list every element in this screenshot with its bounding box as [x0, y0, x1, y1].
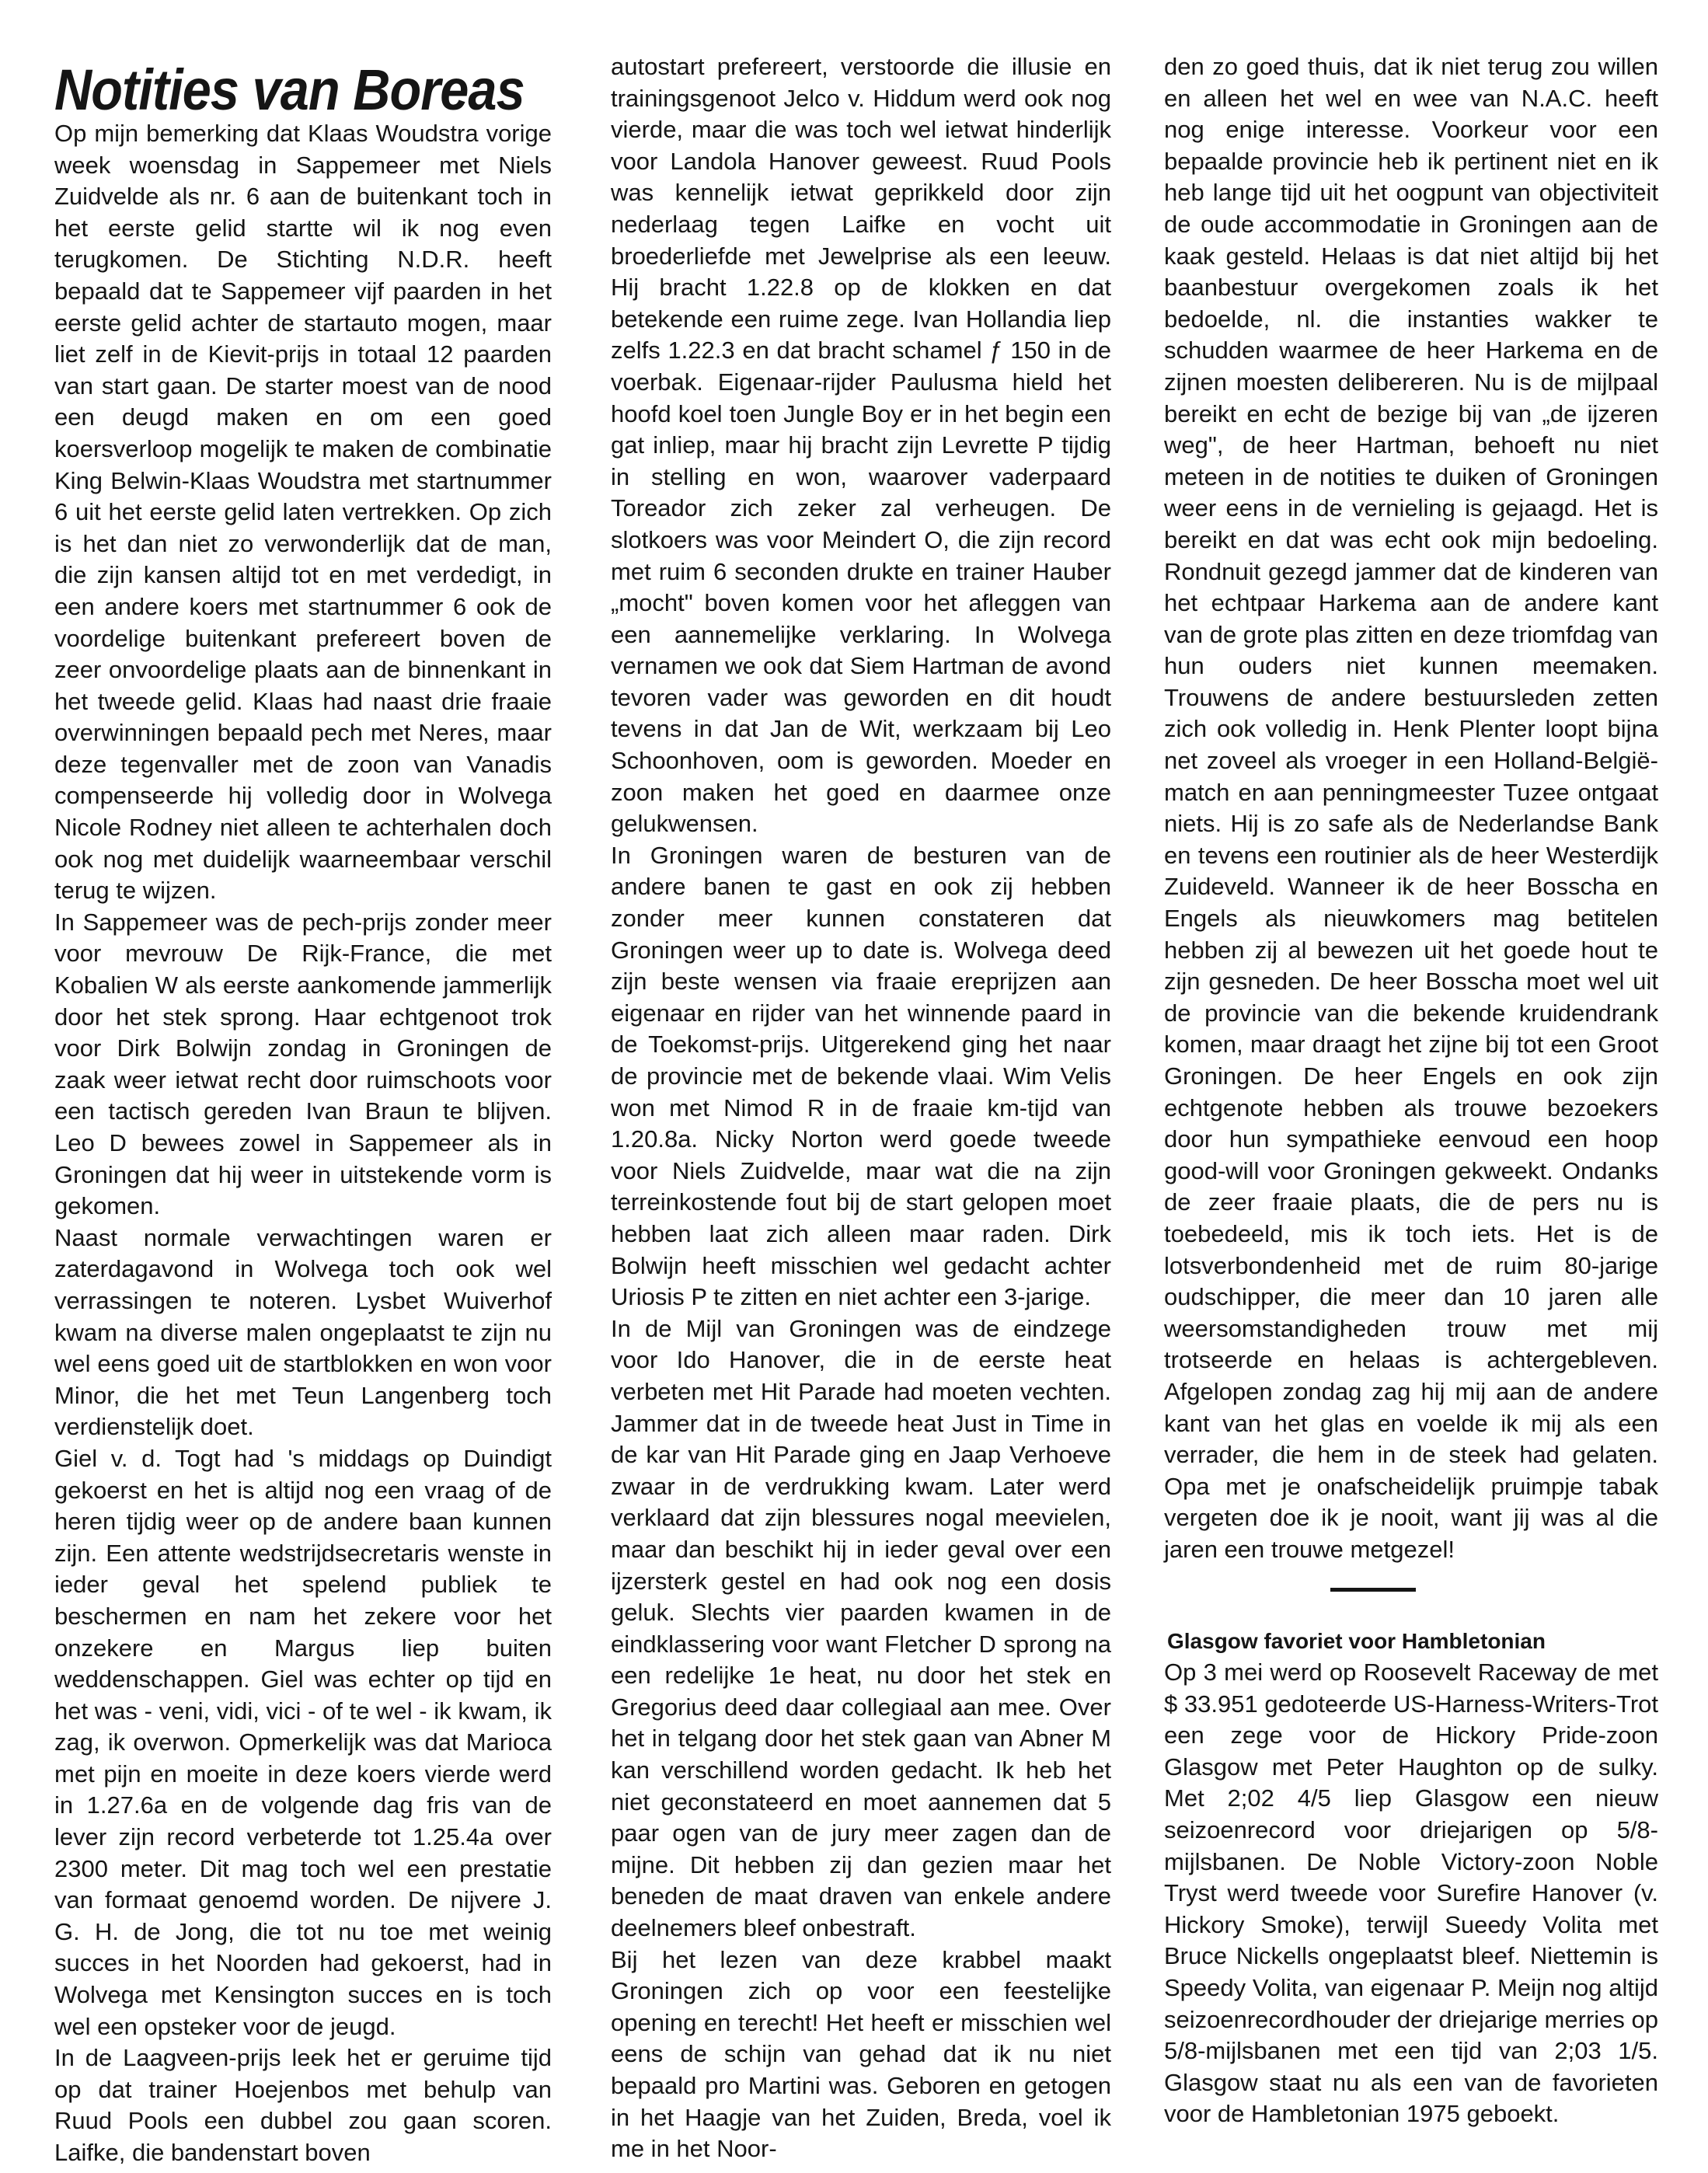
paragraph: Op 3 mei werd op Roosevelt Raceway de met $ 33.951 gedoteerde US-Harness-Writers-Trot een zege voor de Hickory Pride-zoon Glasgow met Peter Haughton op de sulky. Met 2;02 4/5 liep Glasgow een nieuw seizoenrecord voor driejarigen op 5/8-mijlsbanen. De Noble Victory-zoon Noble Tryst werd tweede voor Surefire Hanover (v. Hickory Smoke), terwijl Sueedy Volita met Bruce Nickells ongeplaatst bleef. Niettemin is Speedy Volita, van eigenaar P. Meijn nog altijd seizoenrecordhouder der driejarige merries op 5/8-mijlsbanen met een tijd van 2;03 1/5. Glasgow staat nu als een van de favorieten voor de Hambletonian 1975 geboekt.	[1164, 1659, 1658, 2128]
paragraph: autostart prefereert, verstoorde die illusie en trainingsgenoot Jelco v. Hiddum werd ook nog vierde, maar die was toch wel ietwat hinderlijk voor Landola Hanover geweest. Ruud Pools was kennelijk ietwat geprikkeld door zijn nederlaag tegen Laifke en vocht uit broederliefde met Jewelprise als een leeuw. Hij bracht 1.22.8 op de klokken en dat betekende een ruime zege. Ivan Hollandia liep zelfs 1.22.3 en dat bracht schamel ƒ 150 in de voerbak. Eigenaar-rijder Paulusma hield het hoofd koel toen Jungle Boy er in het begin een gat inliep, maar hij bracht zijn Levrette P tijdig in stelling en won, waarover vaderpaard Toreador zich zeker zal verheugen. De slotkoers was voor Meindert O, die zijn record met ruim 6 seconden drukte en trainer Hauber „mocht" boven komen voor het afleggen van een aannemelijke verklaring. In Wolvega vernamen we ook dat Siem Hartman de avond tevoren vader was geworden en dit houdt tevens in dat Jan de Wit, werkzaam bij Leo Schoonhoven, oom is geworden. Moeder en zoon maken het goed en daarmee onze gelukwensen.	[611, 53, 1111, 838]
column-3	[1164, 51, 1658, 1566]
paragraph: In Groningen waren de besturen van de andere banen te gast en ook zij hebben zonder meer kunnen constateren dat Groningen weer up to date is. Wolvega deed zijn beste wensen via fraaie ereprijzen aan eigenaar en rijder van het winnende paard in de Toekomst-prijs. Uitgerekend ging het naar de provincie met de bekende vlaai. Wim Velis won met Nimod R in de fraaie km-tijd van 1.20.8a. Nicky Norton werd goede tweede voor Niels Zuidvelde, maar wat die na zijn terreinkostende fout bij de start gelopen moet hebben laat zich alleen maar raden. Dirk Bolwijn heeft misschien wel gedacht achter Uriosis P te zitten en niet achter een 3-jarige.	[611, 841, 1111, 1311]
paragraph: Naast normale verwachtingen waren er zaterdagavond in Wolvega toch ook wel verrassingen te noteren. Lysbet Wuiverhof kwam na diverse malen ongeplaatst te zijn nu wel eens goed uit de startblokken en won voor Minor, die het met Teun Langenberg toch verdienstelijk doet.	[54, 1223, 552, 1441]
sidebar-article	[1164, 1657, 1658, 2130]
column-2	[611, 51, 1111, 2165]
paragraph: In de Mijl van Groningen was de eindzege voor Ido Hanover, die in de eerste heat verbeten met Hit Parade had moeten vechten. Jammer dat in de tweede heat Just in Time in de kar van Hit Parade ging en Jaap Verhoeve zwaar in de verdrukking kwam. Later werd verklaard dat zijn blessures nogal meevielen, maar dan beschikt hij in ieder geval over een ijzersterk gestel en had ook nog een dosis geluk. Slechts vier paarden kwamen in de eindklassering voor want Fletcher D sprong na een redelijke 1e heat, nu door het stek en Gregorius deed daar collegiaal aan mee. Over het in telgang door het stek gaan van Abner M kan verschillend worden gedacht. Ik heb het niet geconstateerd en moet aannemen dat 5 paar ogen van de jury meer zagen dan de mijne. Dit hebben zij dan gezien maar het beneden de maat draven van enkele andere deelnemers bleef onbestraft.	[611, 1314, 1111, 1942]
paragraph: Bij het lezen van deze krabbel maakt Groningen zich op voor een feestelijke opening en terecht! Het heeft er misschien wel eens de schijn van gehad dat ik nu niet bepaald pro Martini was. Geboren en getogen in het Haagje van het Zuiden, Breda, voel ik me in het Noor-	[611, 1945, 1111, 2163]
sidebar-headline: Glasgow favoriet voor Hambletonian	[1167, 1629, 1546, 1653]
paragraph: Op mijn bemerking dat Klaas Woudstra vorige week woensdag in Sappemeer met Niels Zuidvelde als nr. 6 aan de buitenkant toch in het eerste gelid startte wil ik nog even terugkomen. De Stichting N.D.R. heeft bepaald dat te Sappemeer vijf paarden in het eerste gelid achter de startauto mogen, maar liet zelf in de Kievit-prijs in totaal 12 paarden van start gaan. De starter moest van de nood een deugd maken en om een goed koersverloop mogelijk te maken de combinatie King Belwin-Klaas Woudstra met startnummer 6 uit het eerste gelid laten vertrekken. Op zich is het dan niet zo verwonderlijk dat de man, die zijn kansen altijd tot en met verdedigt, in een andere koers met startnummer 6 ook de voordelige buitenkant prefereert boven de zeer onvoordelige plaats aan de binnenkant in het tweede gelid. Klaas had naast drie fraaie overwinningen bepaald pech met Neres, maar deze tegenvaller met de zoon van Vanadis compenseerde hij volledig door in Wolvega Nicole Rodney niet alleen te achterhalen doch ook nog met duidelijk waarneembaar verschil terug te wijzen.	[54, 120, 552, 905]
paragraph: Giel v. d. Togt had 's middags op Duindigt gekoerst en het is altijd nog een vraag of de heren tijdig weer op de andere baan kunnen zijn. Een attente wedstrijdsecretaris wenste in ieder geval het spelend publiek te beschermen en nam het zekere voor het onzekere en Margus liep buiten weddenschappen. Giel was echter op tijd en het was - veni, vidi, vici - of te wel - ik kwam, ik zag, ik overwon. Opmerkelijk was dat Marioca met pijn en moeite in deze koers vierde werd in 1.27.6a en de volgende dag fris van de lever zijn record verbeterde tot 1.25.4a over 2300 meter. Dit mag toch wel een prestatie van formaat genoemd worden. De nijvere J. G. H. de Jong, die tot nu toe met weinig succes in het Noorden had gekoerst, had in Wolvega met Kensington succes en is toch wel een opsteker voor de jeugd.	[54, 1444, 552, 2040]
paragraph: In de Laagveen-prijs leek het er geruime tijd op dat trainer Hoejenbos met behulp van Ruud Pools een dubbel zou gaan scoren. Laifke, die bandenstart boven	[54, 2044, 552, 2166]
section-divider	[1330, 1588, 1416, 1592]
column-1	[54, 118, 552, 2169]
paragraph: In Sappemeer was de pech-prijs zonder meer voor mevrouw De Rijk-France, die met Kobalien W als eerste aankomende jammerlijk door het stek sprong. Haar echtgenoot trok voor Dirk Bolwijn zondag in Groningen de zaak weer ietwat recht door ruimschoots voor een tactisch gereden Ivan Braun te blijven. Leo D bewees zowel in Sappemeer als in Groningen dat hij weer in uitstekende vorm is gekomen.	[54, 908, 552, 1220]
headline: Notities van Boreas	[54, 58, 525, 122]
paragraph: den zo goed thuis, dat ik niet terug zou willen en alleen het wel en wee van N.A.C. heeft nog enige interesse. Voorkeur voor een bepaalde provincie heb ik pertinent niet en ik heb lange tijd uit het oogpunt van objectiviteit de oude accommodatie in Groningen aan de kaak gesteld. Helaas is dat niet altijd bij het baanbestuur overgekomen zoals ik het bedoelde, nl. die instanties wakker te schudden waarmee de heer Harkema en de zijnen moesten delibereren. Nu is de mijlpaal bereikt en echt de bezige bij van „de ijzeren weg", de heer Hartman, behoeft nu niet meteen in de notities te duiken of Groningen weer eens in de vernieling is gejaagd. Het is bereikt en dat was echt ook mijn bedoeling. Rondnuit gezegd jammer dat de kinderen van het echtpaar Harkema aan de andere kant van de grote plas zitten en deze triomfdag van hun ouders niet kunnen meemaken. Trouwens de andere bestuursleden zetten zich ook volledig in. Henk Plenter loopt bijna net zoveel als vroeger in een Holland-België-match en aan penningmeester Tuzee ontgaat niets. Hij is zo safe als de Nederlandse Bank en tevens een routinier als de heer Westerdijk Zuideveld. Wanneer ik de heer Bosscha en Engels als nieuwkomers mag betitelen hebben zij al bewezen uit het goede hout te zijn gesneden. De heer Bosscha moet wel uit de provincie van die bekende kruidendrank komen, maar draagt het zijne bij tot een Groot Groningen. De heer Engels en ook zijn echtgenote hebben als trouwe bezoekers door hun sympathieke eenvoud een hoop good-will voor Groningen gekweekt. Ondanks de zeer fraaie plaats, die de pers nu is toebedeeld, mis ik toch iets. Het is de lotsverbondenheid met de ruim 80-jarige oudschipper, die meer dan 10 jaren alle weersomstandigheden trouw met mij trotseerde en helaas is achtergebleven. Afgelopen zondag zag hij mij aan de andere kant van het glas en voelde ik mij als een verrader, die hem in de steek had gelaten. Opa met je onafscheidelijk pruimpje tabak vergeten doe ik je nooit, want jij was al die jaren een trouwe metgezel!	[1164, 53, 1658, 1563]
